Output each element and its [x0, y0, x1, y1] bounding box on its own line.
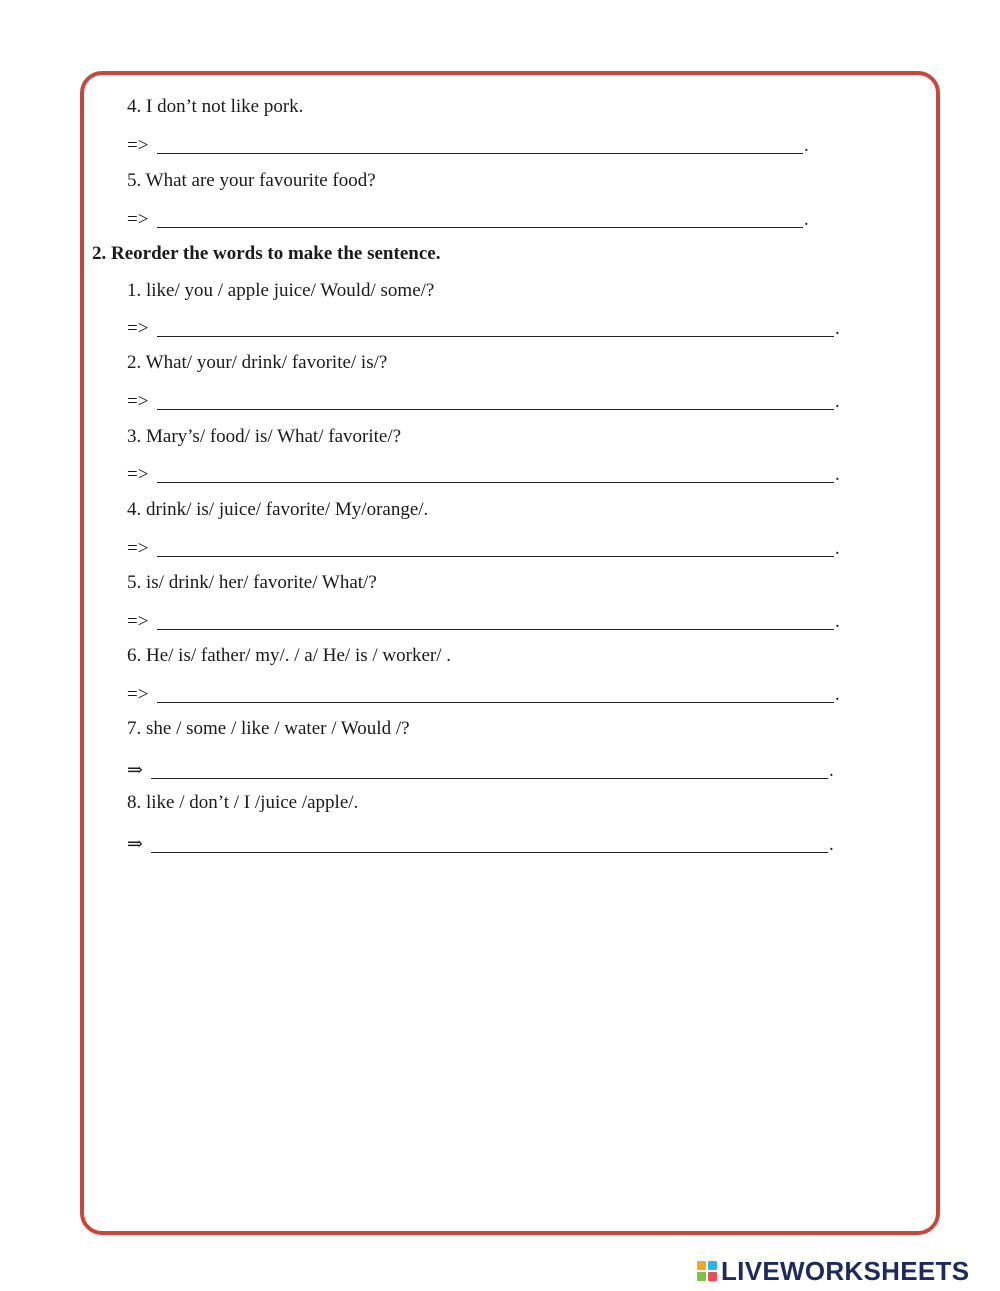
answer-blank[interactable]	[157, 209, 803, 228]
answer-arrow: =>	[127, 318, 149, 339]
reorder-4-text: 4. drink/ is/ juice/ favorite/ My/orange/.	[127, 499, 429, 520]
answer-arrow: ⇒	[127, 760, 143, 781]
answer-blank[interactable]	[157, 135, 803, 154]
reorder-6-text: 6. He/ is/ father/ my/. / a/ He/ is / worker/ .	[127, 645, 451, 666]
answer-arrow: ⇒	[127, 834, 143, 855]
answer-line-4[interactable]	[127, 134, 809, 158]
answer-period: .	[804, 135, 809, 156]
answer-period: .	[835, 391, 840, 412]
reorder-7-text: 7. she / some / like / water / Would /?	[127, 718, 410, 739]
reorder-answer-2[interactable]	[127, 390, 840, 414]
answer-arrow: =>	[127, 684, 149, 705]
answer-period: .	[835, 684, 840, 705]
section-2-heading: 2. Reorder the words to make the sentence.	[92, 243, 441, 264]
reorder-answer-8[interactable]	[127, 833, 834, 857]
reorder-answer-3[interactable]	[127, 463, 840, 487]
liveworksheets-logo[interactable]	[697, 1257, 969, 1285]
reorder-answer-4[interactable]	[127, 537, 840, 561]
logo-mark-icon	[697, 1261, 717, 1281]
question-5-text: 5. What are your favourite food?	[127, 170, 376, 191]
reorder-answer-6[interactable]	[127, 683, 840, 707]
answer-period: .	[835, 611, 840, 632]
reorder-1-text: 1. like/ you / apple juice/ Would/ some/?	[127, 280, 435, 301]
answer-blank[interactable]	[151, 834, 828, 853]
answer-blank[interactable]	[157, 464, 834, 483]
reorder-8-text: 8. like / don’t / I /juice /apple/.	[127, 792, 359, 813]
reorder-answer-7[interactable]	[127, 759, 834, 783]
answer-arrow: =>	[127, 135, 149, 156]
answer-period: .	[804, 209, 809, 230]
reorder-5-text: 5. is/ drink/ her/ favorite/ What/?	[127, 572, 377, 593]
reorder-answer-1[interactable]	[127, 317, 840, 341]
reorder-2-text: 2. What/ your/ drink/ favorite/ is/?	[127, 352, 388, 373]
question-4-text: 4. I don’t not like pork.	[127, 96, 304, 117]
answer-arrow: =>	[127, 611, 149, 632]
answer-blank[interactable]	[157, 538, 834, 557]
brand-name: LIVEWORKSHEETS	[721, 1255, 970, 1286]
reorder-answer-5[interactable]	[127, 610, 840, 634]
reorder-3-text: 3. Mary’s/ food/ is/ What/ favorite/?	[127, 426, 402, 447]
answer-arrow: =>	[127, 391, 149, 412]
answer-blank[interactable]	[157, 611, 834, 630]
answer-blank[interactable]	[157, 684, 834, 703]
answer-blank[interactable]	[157, 391, 834, 410]
answer-period: .	[835, 538, 840, 559]
answer-arrow: =>	[127, 464, 149, 485]
answer-period: .	[835, 318, 840, 339]
answer-blank[interactable]	[151, 760, 828, 779]
answer-period: .	[835, 464, 840, 485]
answer-blank[interactable]	[157, 318, 834, 337]
answer-period: .	[829, 760, 834, 781]
answer-line-5[interactable]	[127, 208, 809, 232]
answer-arrow: =>	[127, 209, 149, 230]
answer-period: .	[829, 834, 834, 855]
answer-arrow: =>	[127, 538, 149, 559]
